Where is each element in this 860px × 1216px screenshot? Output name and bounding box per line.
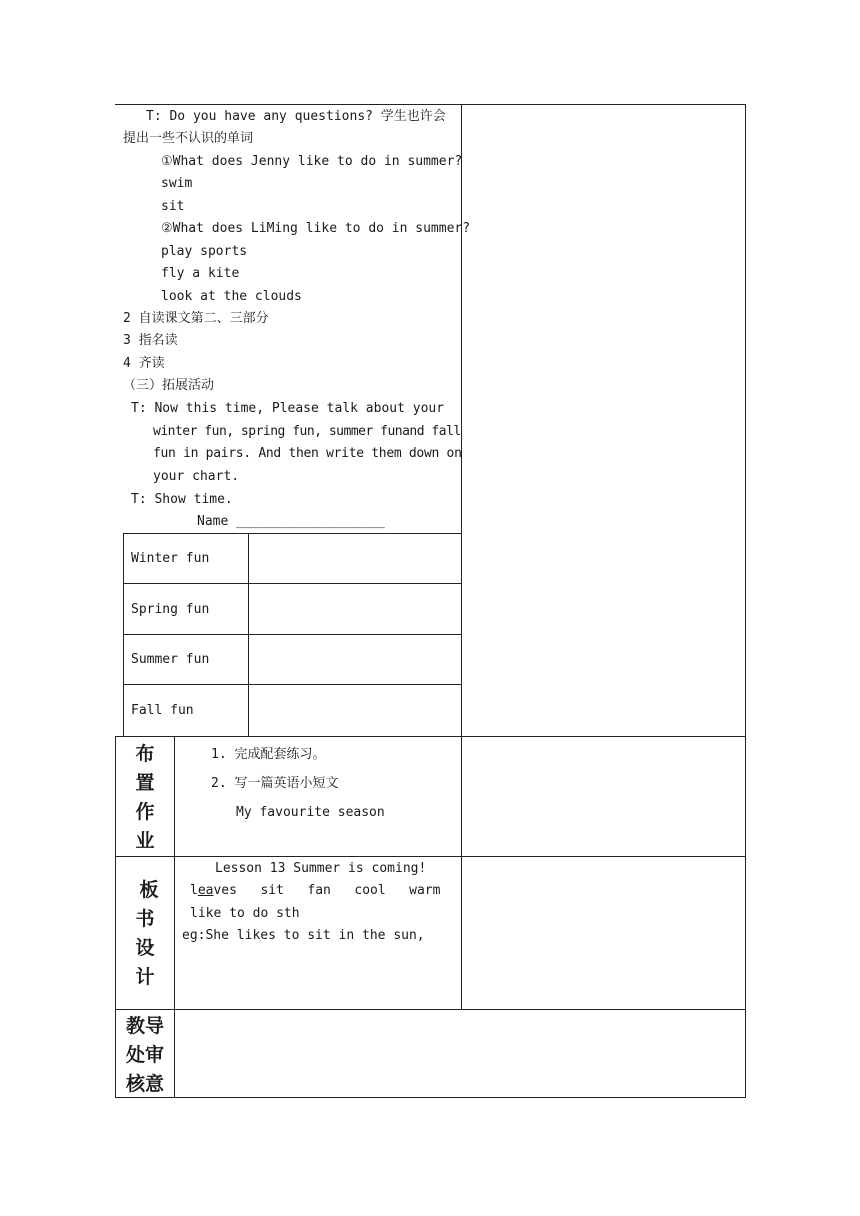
process-line: （三）拓展活动: [123, 378, 215, 393]
process-line: fun in pairs. And then write them down on: [153, 446, 462, 461]
homework-item: 1. 完成配套练习。: [211, 747, 326, 762]
chart-row-label: Fall fun: [131, 703, 194, 718]
chart-border: [248, 533, 249, 736]
chart-row-label: Summer fun: [131, 652, 210, 667]
process-line: fly a kite: [161, 266, 240, 281]
process-line: T: Show time.: [131, 492, 233, 507]
table-border-right: [745, 104, 746, 1098]
process-line: T: Now this time, Please talk about your: [131, 401, 445, 416]
process-line: T: Do you have any questions? 学生也许会: [146, 109, 446, 124]
process-line: ①What does Jenny like to do in summer?: [161, 154, 463, 169]
process-line: look at the clouds: [161, 289, 302, 304]
review-label-line: 核意: [125, 1073, 164, 1095]
homework-label-char: 布: [135, 743, 155, 765]
board-phrase: like to do sth: [190, 906, 300, 921]
row-divider-homework: [115, 736, 746, 737]
homework-label-char: 业: [135, 830, 155, 852]
homework-item: My favourite season: [236, 805, 385, 820]
row-divider-board: [115, 856, 746, 857]
label-column-divider: [174, 736, 175, 1098]
process-line: swim: [161, 176, 193, 191]
vocab-underlined: ea: [197, 883, 214, 898]
chart-border: [123, 583, 461, 584]
vocab-rest: ves sit fan cool warm: [213, 883, 441, 898]
board-label-char: 板: [139, 879, 159, 901]
process-column-divider: [461, 104, 462, 1009]
process-line: your chart.: [153, 469, 240, 484]
chart-border: [123, 533, 124, 736]
chart-border: [123, 634, 461, 635]
table-border-top: [115, 104, 746, 105]
chart-border: [123, 684, 461, 685]
process-line: 4 齐读: [123, 356, 165, 371]
process-line: 3 指名读: [123, 333, 178, 348]
review-label-line: 处审: [125, 1044, 164, 1066]
process-line: play sports: [161, 244, 248, 259]
row-divider-review: [115, 1009, 746, 1010]
process-line: 2 自读课文第二、三部分: [123, 311, 269, 326]
process-line: 提出一些不认识的单词: [123, 131, 254, 146]
board-label-char: 计: [135, 966, 155, 988]
chart-row-label: Spring fun: [131, 602, 210, 617]
homework-item: 2. 写一篇英语小短文: [211, 776, 339, 791]
board-label-char: 设: [135, 937, 155, 959]
board-vocab: [190, 883, 440, 899]
process-line: ②What does LiMing like to do in summer?: [161, 221, 471, 236]
board-label-char: 书: [135, 908, 155, 930]
vocab-first: l: [190, 883, 198, 898]
table-border-bottom: [115, 1097, 746, 1098]
board-title: Lesson 13 Summer is coming!: [215, 861, 427, 876]
chart-row-label: Winter fun: [131, 551, 210, 566]
process-line: sit: [161, 199, 185, 214]
homework-label-char: 作: [135, 801, 155, 823]
process-line: winter fun, spring fun, summer funand fall: [153, 424, 461, 439]
review-label-line: 教导: [125, 1015, 164, 1037]
table-border-left: [115, 736, 116, 1098]
homework-label-char: 置: [135, 772, 155, 794]
board-example: eg:She likes to sit in the sun,: [182, 928, 425, 943]
name-line: Name ___________________: [197, 514, 385, 529]
chart-border: [123, 533, 461, 534]
